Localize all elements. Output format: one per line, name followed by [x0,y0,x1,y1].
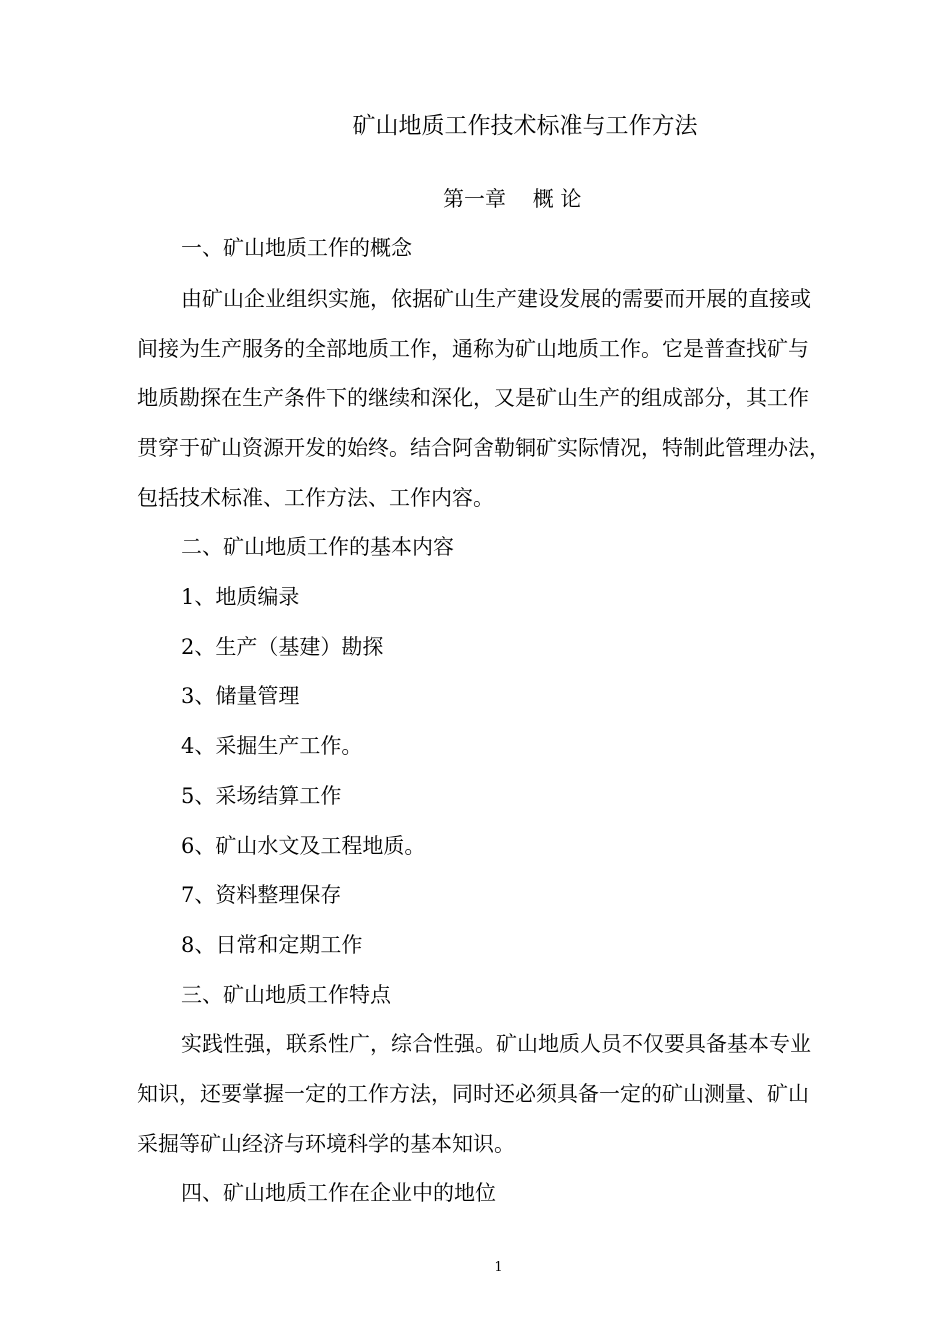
document-title: 矿山地质工作技术标准与工作方法 [352,113,698,139]
list-item: 3、储量管理 [181,684,300,708]
list-item: 1、地质编录 [181,585,300,609]
list-item: 7、资料整理保存 [181,883,342,907]
section-heading-3: 三、矿山地质工作特点 [181,983,391,1007]
page-number: 1 [494,1260,503,1275]
section-heading-4: 四、矿山地质工作在企业中的地位 [181,1181,496,1205]
paragraph-1-line-3: 地质勘探在生产条件下的继续和深化，又是矿山生产的组成部分，其工作 [137,386,809,410]
list-item: 2、生产（基建）勘探 [181,635,384,659]
section-heading-2: 二、矿山地质工作的基本内容 [181,535,454,559]
paragraph-3-line-3: 采掘等矿山经济与环境科学的基本知识。 [137,1132,515,1156]
list-item: 6、矿山水文及工程地质。 [181,834,426,858]
paragraph-1-line-2: 间接为生产服务的全部地质工作，通称为矿山地质工作。它是普查找矿与 [137,337,809,361]
paragraph-3-line-2: 知识，还要掌握一定的工作方法，同时还必须具备一定的矿山测量、矿山 [137,1082,809,1106]
list-item: 4、采掘生产工作。 [181,734,363,758]
paragraph-1-line-4: 贯穿于矿山资源开发的始终。结合阿舍勒铜矿实际情况，特制此管理办法， [137,436,830,460]
paragraph-1-line-5: 包括技术标准、工作方法、工作内容。 [137,486,494,510]
section-heading-1: 一、矿山地质工作的概念 [181,236,412,260]
paragraph-3-line-1: 实践性强，联系性广，综合性强。矿山地质人员不仅要具备基本专业 [181,1032,811,1056]
list-item: 5、采场结算工作 [181,784,342,808]
paragraph-1-line-1: 由矿山企业组织实施，依据矿山生产建设发展的需要而开展的直接或 [181,287,811,311]
chapter-heading: 第一章 概 论 [443,187,582,211]
list-item: 8、日常和定期工作 [181,933,363,957]
